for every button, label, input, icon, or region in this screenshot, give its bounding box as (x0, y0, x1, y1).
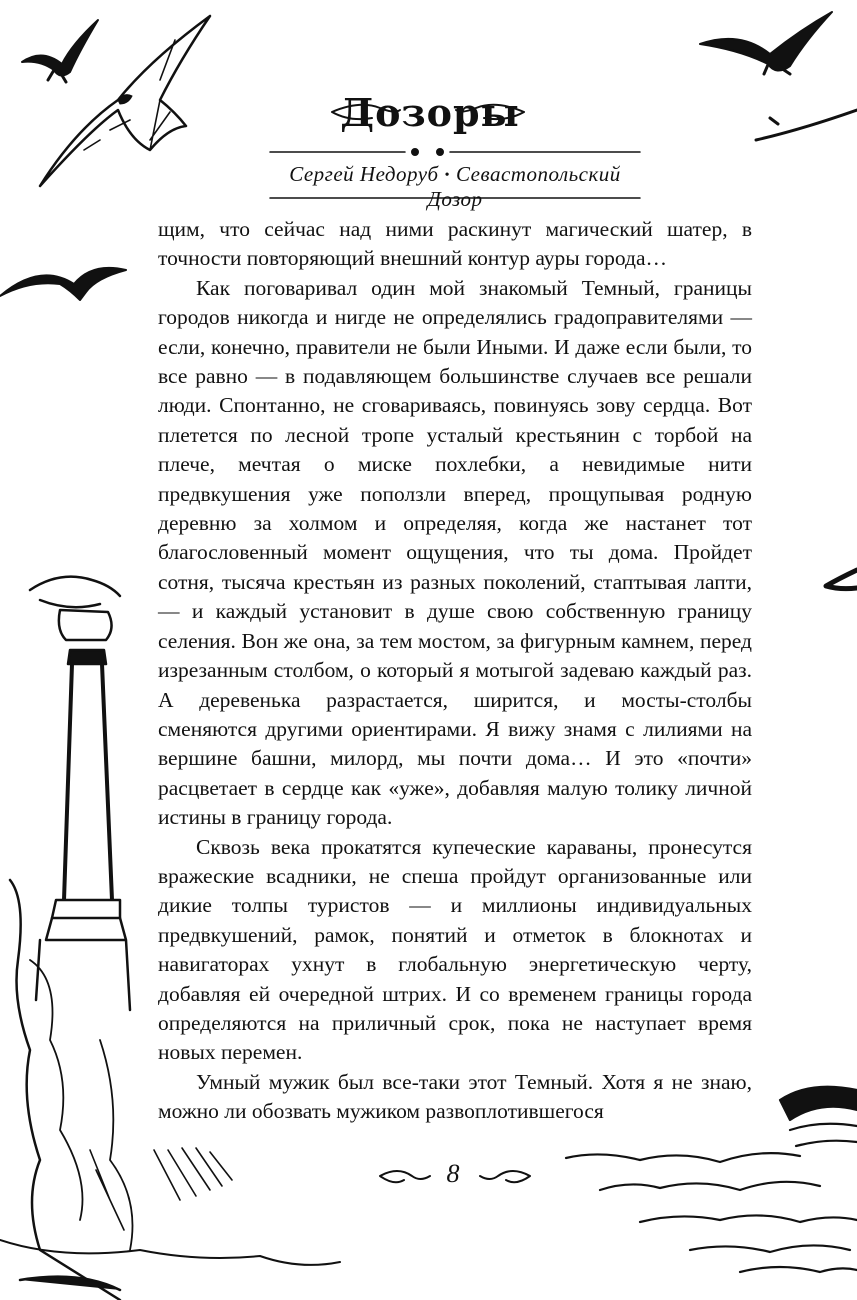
running-header (270, 162, 640, 212)
author-name: Сергей Недоруб (289, 162, 439, 186)
page-number: 8 (446, 1159, 460, 1188)
paragraph: щим, что сейчас над ними раскинут магический шатер, в точности повторяющий внешний контур ауры города… (158, 217, 752, 271)
seagull-icon (22, 20, 98, 76)
seagull-icon (0, 268, 126, 300)
paragraph: Умный мужик был все-таки этот Темный. Хотя я не знаю, можно ли обозвать мужиком развоплотившегося (158, 1069, 752, 1124)
book-title: Севастопольский Дозор (427, 162, 621, 211)
paragraph: Сквозь века прокатятся купеческие караваны, пронесутся вражеские всадники, не спеша пройдут организованные или дикие толпы туристов — и миллионы индивидуальных предвкушений, рамок, понятий и отметок в блокнотах и навигаторах ухнут в глобальную энергетическую черту, добавляя ей очередной штрих. И со временем границы города определяются на приличный срок, пока не наступает время новых перемен. (158, 834, 752, 1065)
series-title: Дозоры (340, 90, 520, 135)
seagull-icon (826, 570, 857, 589)
header-separator: • (444, 168, 451, 183)
body-text (158, 215, 752, 1127)
paragraph: Как поговаривал один мой знакомый Темный, границы городов никогда и нигде не определялись градоправителями — если, конечно, правители не были Иными. И даже если были, то все равно — в подавляющем большинстве случаев все решали люди. Спонтанно, не сговариваясь, повинуясь зову сердца. Вот плетется по лесной тропе усталый крестьянин с торбой на плече, мечтая о миске похлебки, а невидимые нити предвкушения уже поползли вперед, прощупывая родную деревню за холмом и определяя, когда же настанет тот благословенный момент ощущения, что ты дома. Пройдет сотня, тысяча крестьян из разных поколений, стаптывая лапти, — и каждый установит в душе свою собственную границу селения. Вон же она, за тем мостом, за фигурным камнем, перед изрезанным столбом, о который я мотыгой задеваю каждый раз. А деревенька разрастается, ширится, и мосты-столбы сменяются другими ориентирами. Я вижу знамя с лилиями на вершине башни, милорд, мы почти дома… И это «почти» расцветает в сердце как «уже», добавляя малую толику личной истины в границу города. (158, 275, 752, 830)
seagull-icon (756, 110, 857, 140)
seagull-icon (700, 12, 832, 71)
